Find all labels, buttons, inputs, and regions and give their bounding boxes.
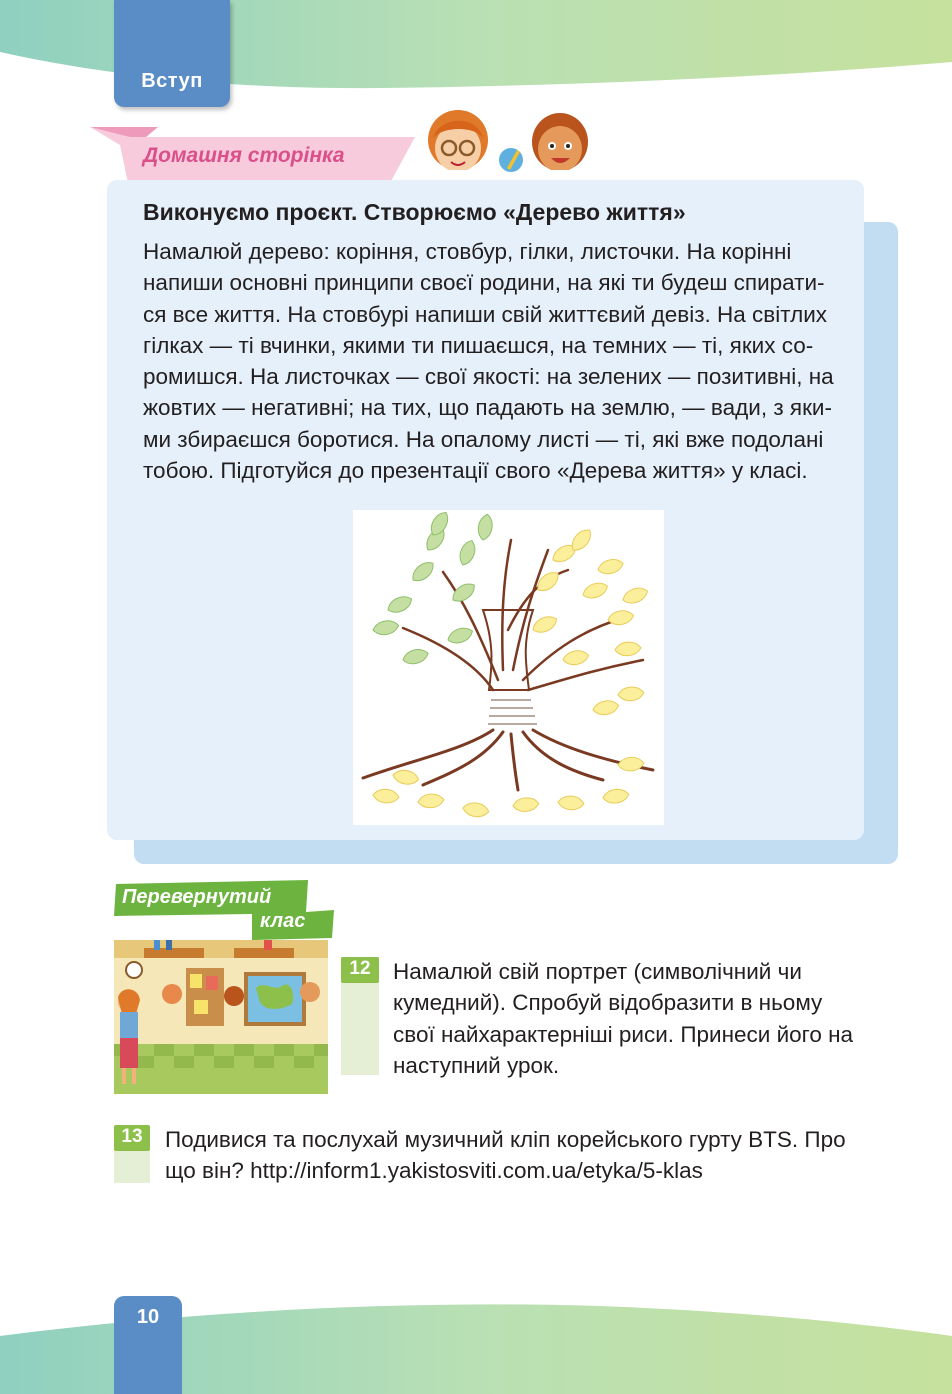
page-number-tab (114, 1296, 182, 1394)
task-12-line: Намалюй свій портрет (символічний чи (393, 959, 802, 984)
tree-drawing (353, 510, 664, 825)
task-12-number: 12 (341, 957, 379, 983)
flipped-class-label-line1: Перевернутий (122, 886, 272, 908)
homework-text-line: тобою. Підготуйся до презентації свого «Дерева життя» у класі. (143, 458, 808, 484)
classroom-illustration (114, 940, 328, 1094)
homework-text-line: гілках — ті вчинки, якими ти пишаєшся, на темних — ті, яких со- (143, 332, 814, 358)
homework-text-line: ми збираєшся боротися. На опалому листі — ті, які вже подолані (143, 426, 824, 452)
task-13-number: 13 (114, 1125, 150, 1151)
task-12-line: кумедний). Спробуй відобразити в ньому (393, 990, 823, 1016)
homework-text-line: жовтих — негативні; на тих, що падають на землю, — вади, з яки- (143, 395, 832, 421)
homework-text (143, 236, 858, 486)
kids-illustration (425, 108, 595, 180)
page-number: 10 (136, 1306, 160, 1328)
task-12-text (393, 956, 881, 1081)
task-13-text (165, 1124, 885, 1187)
task-13-line: Подивися та послухай музичний кліп корейського гурту BTS. Про (165, 1127, 846, 1152)
task-13-link-line[interactable]: що він? http://inform1.yakistosviti.com.ua/etyka/5-klas (165, 1158, 703, 1184)
task-12-line: свої найхарактерніші риси. Принеси його на (393, 1021, 854, 1047)
homework-text-line: ромишся. На листочках — свої якості: на зелених — позитивні, на (143, 364, 834, 390)
homework-text-line: ся все життя. На стовбурі напиши свій життєвий девіз. На світлих (143, 301, 828, 327)
flipped-class-label-line2: клас (260, 910, 306, 932)
section-tab (114, 0, 230, 107)
homework-text-line: напиши основні принципи своєї родини, на які ти будеш спирати- (143, 270, 825, 296)
section-tab-label: Вступ (141, 70, 203, 92)
homework-ribbon-label: Домашня сторінка (143, 144, 345, 167)
homework-title: Виконуємо проєкт. Створюємо «Дерево життя» (143, 199, 686, 225)
homework-text-line: Намалюй дерево: коріння, стовбур, гілки, листочки. На корінні (143, 239, 792, 264)
tree-of-life-image (353, 510, 664, 825)
task-12-line: наступний урок. (393, 1052, 560, 1078)
